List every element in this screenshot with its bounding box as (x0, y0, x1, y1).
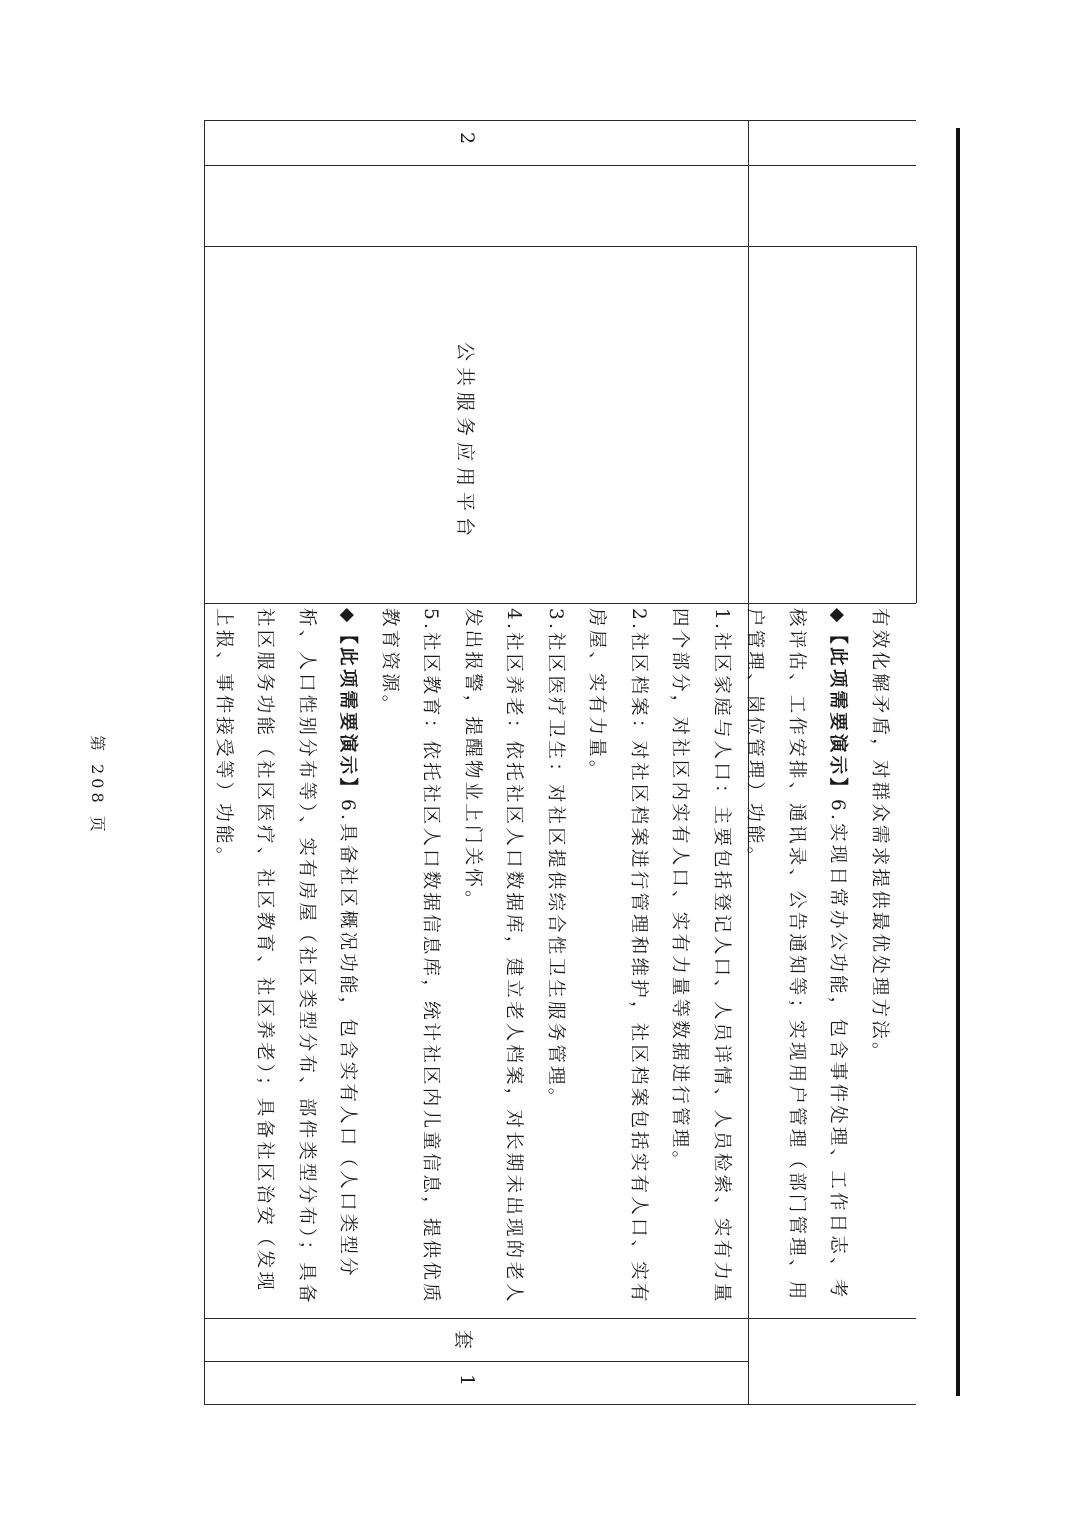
prev-row-tail: 有效化解矛盾，对群众需求提供最优处理方法。 (869, 608, 890, 1064)
requirement-item: 4.社区养老：依托社区人口数据库，建立老人档案，对长期未出现的老人发出报警，提醒物业上门关怀。 (462, 608, 525, 1305)
demo-tag: ◆【此项需要演示】 (337, 608, 359, 800)
page-number: 第 208 页 (88, 735, 107, 836)
requirement-item: 2.社区档案：对社区档案进行管理和维护，社区档案包括实有人口、实有房屋、实有力量。 (586, 608, 649, 1305)
unit-cell: 套 (452, 1330, 474, 1356)
item-name: 公共服务应用平台 (454, 342, 476, 543)
prev-demo-tag: ◆【此项需要演示】 (827, 608, 849, 800)
requirement-item: 1.社区家庭与人口：主要包括登记人口、人员详情、人员检索、实有力量四个部分，对社区内实有人口、实有力量等数据进行管理。 (669, 608, 732, 1305)
prev-demo-text: 6.实现日常办公功能，包含事件处理、工作日志、考核评估、工作安排、通讯录、公告通知等；实现用户管理（部门管理、用户管理、岗位管理）功能。 (744, 608, 849, 1303)
requirement-item: 5.社区教育：依托社区人口数据信息库，统计社区内儿童信息，提供优质教育资源。 (379, 608, 442, 1305)
row-index: 2 (456, 132, 478, 151)
quantity-cell: 1 (456, 1374, 478, 1393)
demo-text: 6.具备社区概况功能，包含实有人口（人口类型分析、人口性别分布等）、实有房屋（社区类型分布、部件类型分布）；具备社区服务功能（社区医疗、社区教育、社区养老）；具备社区治安（发现上报、事件接受等）功能。 (213, 608, 359, 1306)
prev-row-demo-paragraph (734, 608, 859, 1312)
prev-row-content (734, 608, 900, 1312)
page-edge-line (956, 128, 960, 1396)
requirement-item: 3.社区医疗卫生：对社区提供综合性卫生服务管理。 (545, 608, 566, 1110)
requirements-content (203, 608, 743, 1312)
demo-paragraph (203, 608, 369, 1312)
